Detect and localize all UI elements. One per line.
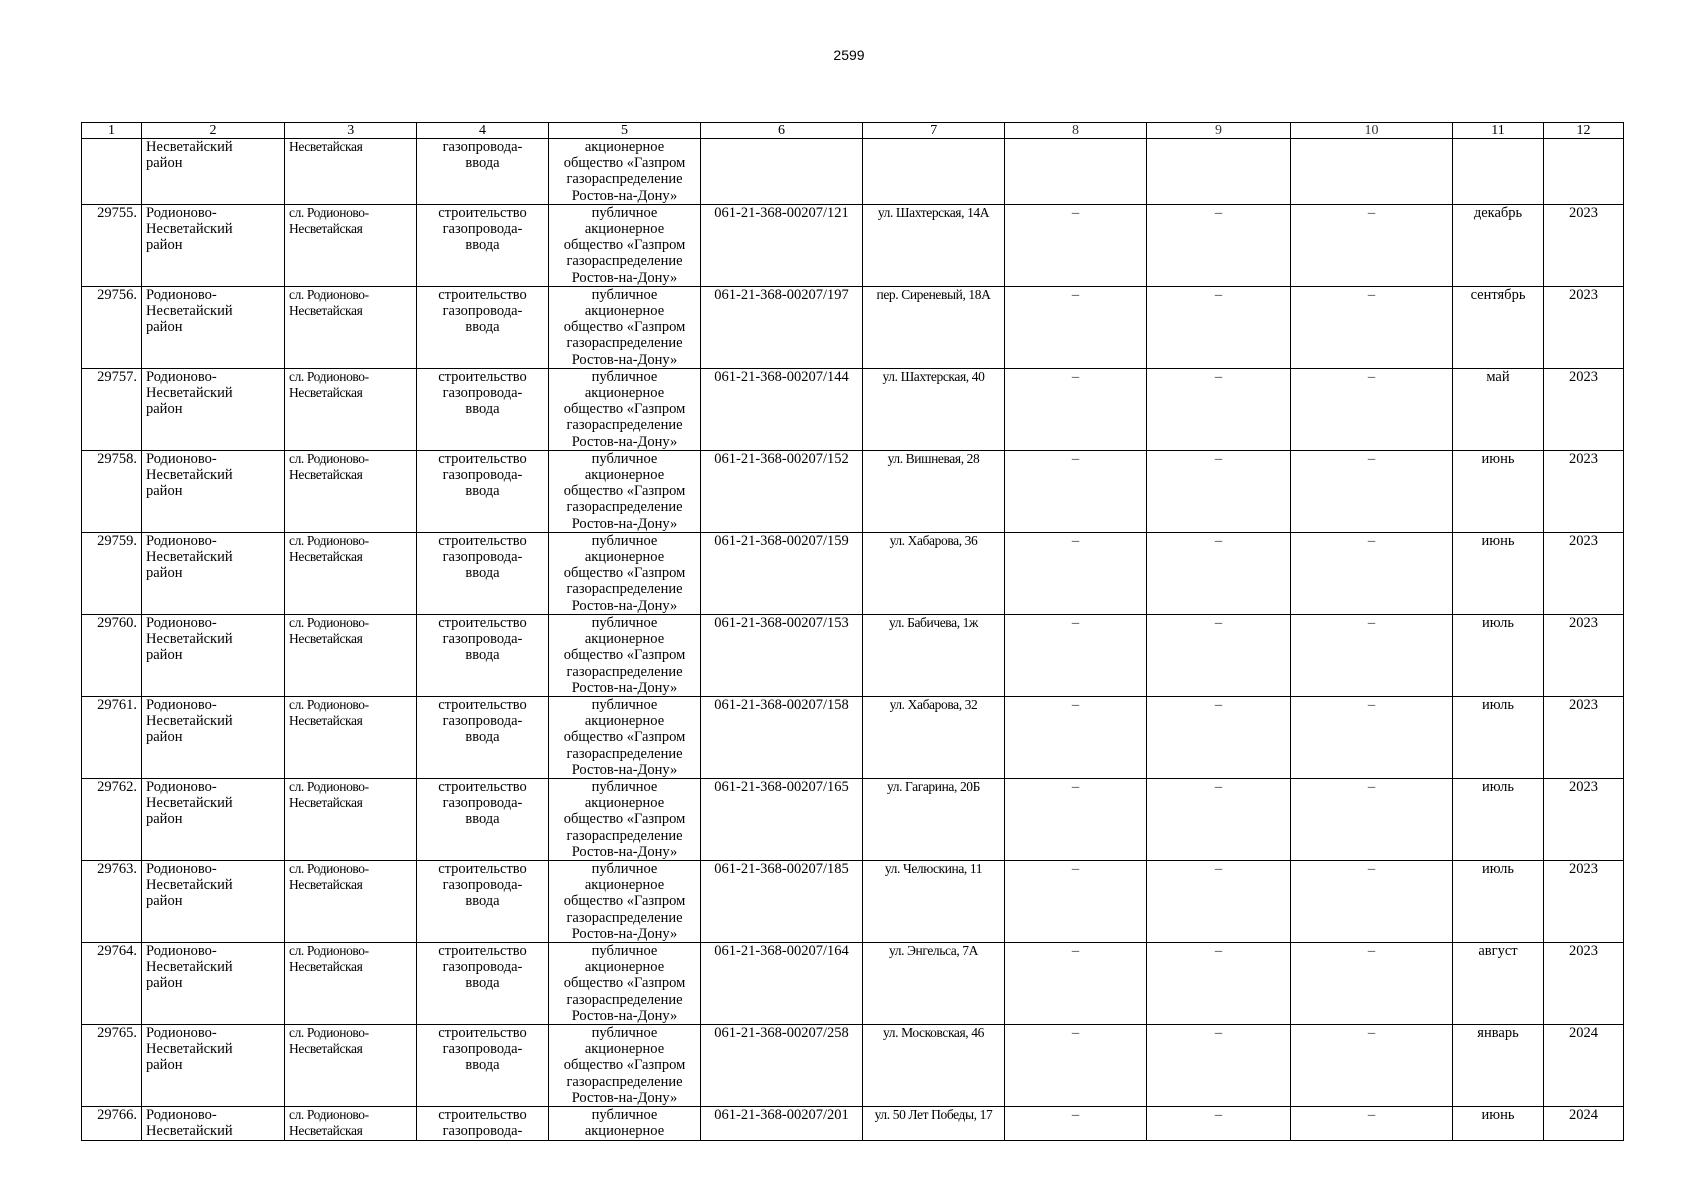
cell-col-10: – (1291, 1024, 1453, 1106)
cell-col-8: – (1005, 1024, 1147, 1106)
cell-year: 2023 (1544, 450, 1624, 532)
cell-row-number: 29765. (82, 1024, 142, 1106)
cell-month: июнь (1453, 1106, 1544, 1140)
cell-col-9: – (1147, 1024, 1291, 1106)
cell-row-number: 29762. (82, 778, 142, 860)
cell-address: ул. Московская, 46 (863, 1024, 1005, 1106)
cell-district: Родионово- Несветайский район (142, 860, 285, 942)
column-number-row (82, 123, 1624, 139)
cell-object-code: 061-21-368-00207/158 (701, 696, 863, 778)
cell-district: Родионово- Несветайский район (142, 614, 285, 696)
cell-col-8: – (1005, 778, 1147, 860)
cell-settlement: сл. Родионово- Несветайская (285, 450, 417, 532)
cell-row-number: 29764. (82, 942, 142, 1024)
table-row (82, 614, 1624, 696)
cell-address: ул. Вишневая, 28 (863, 450, 1005, 532)
cell-col-9: – (1147, 286, 1291, 368)
cell-district: Родионово- Несветайский район (142, 450, 285, 532)
cell-organization: публичное акционерное общество «Газпром газораспределение Ростов-на-Дону» (549, 942, 701, 1024)
cell-col-9: – (1147, 204, 1291, 286)
cell-col-10: – (1291, 778, 1453, 860)
cell-row-number: 29755. (82, 204, 142, 286)
cell-district: Родионово- Несветайский район (142, 778, 285, 860)
cell-organization: публичное акционерное общество «Газпром газораспределение Ростов-на-Дону» (549, 204, 701, 286)
cell-col-10: – (1291, 368, 1453, 450)
cell-work-type: строительство газопровода- ввода (417, 614, 549, 696)
table-row (82, 204, 1624, 286)
table-row (82, 696, 1624, 778)
cell-col-8: – (1005, 614, 1147, 696)
cell-work-type: газопровода- ввода (417, 139, 549, 205)
cell-year: 2023 (1544, 860, 1624, 942)
cell-col-10: – (1291, 942, 1453, 1024)
cell-settlement: Несветайская (285, 139, 417, 205)
cell-settlement: сл. Родионово- Несветайская (285, 1106, 417, 1140)
cell-col-8: – (1005, 1106, 1147, 1140)
cell-year: 2023 (1544, 286, 1624, 368)
cell-year: 2023 (1544, 696, 1624, 778)
cell-object-code: 061-21-368-00207/159 (701, 532, 863, 614)
cell-address: ул. Челюскина, 11 (863, 860, 1005, 942)
cell-col-8: – (1005, 450, 1147, 532)
cell-settlement: сл. Родионово- Несветайская (285, 286, 417, 368)
cell-col-8: – (1005, 368, 1147, 450)
cell-district: Родионово- Несветайский район (142, 204, 285, 286)
registry-table (81, 122, 1624, 1141)
cell-month: сентябрь (1453, 286, 1544, 368)
column-number: 2 (142, 123, 285, 139)
cell-month: январь (1453, 1024, 1544, 1106)
cell-organization: публичное акционерное общество «Газпром газораспределение Ростов-на-Дону» (549, 532, 701, 614)
cell-district: Родионово- Несветайский район (142, 696, 285, 778)
cell-year: 2023 (1544, 942, 1624, 1024)
cell-col-10: – (1291, 614, 1453, 696)
cell-year (1544, 139, 1624, 205)
cell-row-number: 29757. (82, 368, 142, 450)
column-number: 5 (549, 123, 701, 139)
cell-settlement: сл. Родионово- Несветайская (285, 532, 417, 614)
cell-district: Несветайский район (142, 139, 285, 205)
cell-work-type: строительство газопровода- ввода (417, 286, 549, 368)
cell-object-code: 061-21-368-00207/144 (701, 368, 863, 450)
cell-col-9: – (1147, 942, 1291, 1024)
cell-row-number: 29761. (82, 696, 142, 778)
cell-address: ул. Хабарова, 32 (863, 696, 1005, 778)
cell-work-type: строительство газопровода- ввода (417, 942, 549, 1024)
cell-object-code: 061-21-368-00207/153 (701, 614, 863, 696)
cell-col-8: – (1005, 286, 1147, 368)
cell-col-8: – (1005, 860, 1147, 942)
cell-year: 2023 (1544, 532, 1624, 614)
table-row (82, 860, 1624, 942)
table-row (82, 368, 1624, 450)
table-row (82, 1024, 1624, 1106)
cell-object-code: 061-21-368-00207/165 (701, 778, 863, 860)
cell-col-9: – (1147, 450, 1291, 532)
column-number: 6 (701, 123, 863, 139)
cell-object-code: 061-21-368-00207/185 (701, 860, 863, 942)
cell-month: июль (1453, 614, 1544, 696)
cell-col-10: – (1291, 450, 1453, 532)
page-number: 2599 (833, 47, 865, 63)
cell-row-number: 29763. (82, 860, 142, 942)
cell-organization: публичное акционерное общество «Газпром газораспределение Ростов-на-Дону» (549, 696, 701, 778)
cell-month: июль (1453, 778, 1544, 860)
cell-work-type: строительство газопровода- ввода (417, 450, 549, 532)
cell-address: ул. Шахтерская, 14А (863, 204, 1005, 286)
table-row (82, 450, 1624, 532)
column-number: 12 (1544, 123, 1624, 139)
cell-col-8: – (1005, 942, 1147, 1024)
cell-year: 2024 (1544, 1024, 1624, 1106)
cell-work-type: строительство газопровода- ввода (417, 778, 549, 860)
cell-district: Родионово- Несветайский район (142, 942, 285, 1024)
cell-col-9: – (1147, 778, 1291, 860)
cell-organization: публичное акционерное общество «Газпром газораспределение Ростов-на-Дону» (549, 450, 701, 532)
cell-settlement: сл. Родионово- Несветайская (285, 1024, 417, 1106)
column-number: 11 (1453, 123, 1544, 139)
cell-object-code: 061-21-368-00207/164 (701, 942, 863, 1024)
cell-work-type: строительство газопровода- ввода (417, 1024, 549, 1106)
cell-row-number: 29756. (82, 286, 142, 368)
cell-district: Родионово- Несветайский район (142, 1024, 285, 1106)
cell-work-type: строительство газопровода- ввода (417, 204, 549, 286)
cell-address: ул. 50 Лет Победы, 17 (863, 1106, 1005, 1140)
table-row (82, 286, 1624, 368)
column-number: 7 (863, 123, 1005, 139)
table-body (82, 123, 1624, 1141)
cell-work-type: строительство газопровода- ввода (417, 368, 549, 450)
cell-month: декабрь (1453, 204, 1544, 286)
cell-col-10: – (1291, 204, 1453, 286)
cell-row-number: 29758. (82, 450, 142, 532)
cell-work-type: строительство газопровода- ввода (417, 696, 549, 778)
cell-year: 2023 (1544, 204, 1624, 286)
column-number: 10 (1291, 123, 1453, 139)
cell-month: август (1453, 942, 1544, 1024)
cell-settlement: сл. Родионово- Несветайская (285, 368, 417, 450)
cell-col-8 (1005, 139, 1147, 205)
cell-organization: публичное акционерное общество «Газпром газораспределение Ростов-на-Дону» (549, 614, 701, 696)
column-number: 3 (285, 123, 417, 139)
cell-district: Родионово- Несветайский район (142, 368, 285, 450)
cell-year: 2023 (1544, 368, 1624, 450)
cell-col-10: – (1291, 532, 1453, 614)
cell-col-10 (1291, 139, 1453, 205)
cell-address (863, 139, 1005, 205)
cell-address: ул. Энгельса, 7А (863, 942, 1005, 1024)
cell-settlement: сл. Родионово- Несветайская (285, 778, 417, 860)
table-row (82, 532, 1624, 614)
cell-address: ул. Хабарова, 36 (863, 532, 1005, 614)
cell-settlement: сл. Родионово- Несветайская (285, 696, 417, 778)
cell-month: июль (1453, 696, 1544, 778)
cell-month: май (1453, 368, 1544, 450)
cell-col-10: – (1291, 1106, 1453, 1140)
cell-row-number (82, 139, 142, 205)
cell-address: ул. Шахтерская, 40 (863, 368, 1005, 450)
cell-organization: публичное акционерное общество «Газпром газораспределение Ростов-на-Дону» (549, 368, 701, 450)
cell-month: июль (1453, 860, 1544, 942)
cell-object-code: 061-21-368-00207/152 (701, 450, 863, 532)
cell-district: Родионово- Несветайский район (142, 286, 285, 368)
cell-settlement: сл. Родионово- Несветайская (285, 614, 417, 696)
cell-col-8: – (1005, 696, 1147, 778)
cell-col-8: – (1005, 532, 1147, 614)
cell-organization: публичное акционерное общество «Газпром газораспределение Ростов-на-Дону» (549, 286, 701, 368)
cell-col-9: – (1147, 368, 1291, 450)
cell-organization: публичное акционерное общество «Газпром газораспределение Ростов-на-Дону» (549, 778, 701, 860)
cell-col-8: – (1005, 204, 1147, 286)
cell-object-code: 061-21-368-00207/258 (701, 1024, 863, 1106)
cell-organization: публичное акционерное (549, 1106, 701, 1140)
cell-col-10: – (1291, 286, 1453, 368)
column-number: 4 (417, 123, 549, 139)
cell-col-9: – (1147, 614, 1291, 696)
cell-work-type: строительство газопровода- (417, 1106, 549, 1140)
cell-month (1453, 139, 1544, 205)
cell-year: 2023 (1544, 614, 1624, 696)
cell-organization: акционерное общество «Газпром газораспределение Ростов-на-Дону» (549, 139, 701, 205)
cell-organization: публичное акционерное общество «Газпром газораспределение Ростов-на-Дону» (549, 1024, 701, 1106)
column-number: 8 (1005, 123, 1147, 139)
cell-year: 2024 (1544, 1106, 1624, 1140)
cell-object-code: 061-21-368-00207/201 (701, 1106, 863, 1140)
cell-settlement: сл. Родионово- Несветайская (285, 942, 417, 1024)
cell-district: Родионово- Несветайский (142, 1106, 285, 1140)
cell-col-9: – (1147, 1106, 1291, 1140)
cell-address: пер. Сиреневый, 18А (863, 286, 1005, 368)
cell-col-9: – (1147, 696, 1291, 778)
column-number: 1 (82, 123, 142, 139)
cell-col-9: – (1147, 532, 1291, 614)
cell-row-number: 29759. (82, 532, 142, 614)
cell-object-code: 061-21-368-00207/121 (701, 204, 863, 286)
table-row (82, 942, 1624, 1024)
cell-work-type: строительство газопровода- ввода (417, 860, 549, 942)
table-row (82, 139, 1624, 205)
cell-col-9 (1147, 139, 1291, 205)
cell-year: 2023 (1544, 778, 1624, 860)
table-row (82, 778, 1624, 860)
cell-address: ул. Бабичева, 1ж (863, 614, 1005, 696)
cell-object-code (701, 139, 863, 205)
cell-row-number: 29766. (82, 1106, 142, 1140)
column-number: 9 (1147, 123, 1291, 139)
cell-address: ул. Гагарина, 20Б (863, 778, 1005, 860)
cell-col-9: – (1147, 860, 1291, 942)
cell-work-type: строительство газопровода- ввода (417, 532, 549, 614)
cell-settlement: сл. Родионово- Несветайская (285, 204, 417, 286)
cell-organization: публичное акционерное общество «Газпром газораспределение Ростов-на-Дону» (549, 860, 701, 942)
cell-settlement: сл. Родионово- Несветайская (285, 860, 417, 942)
table-row (82, 1106, 1624, 1140)
cell-object-code: 061-21-368-00207/197 (701, 286, 863, 368)
cell-col-10: – (1291, 860, 1453, 942)
cell-month: июнь (1453, 532, 1544, 614)
cell-district: Родионово- Несветайский район (142, 532, 285, 614)
cell-col-10: – (1291, 696, 1453, 778)
cell-row-number: 29760. (82, 614, 142, 696)
cell-month: июнь (1453, 450, 1544, 532)
